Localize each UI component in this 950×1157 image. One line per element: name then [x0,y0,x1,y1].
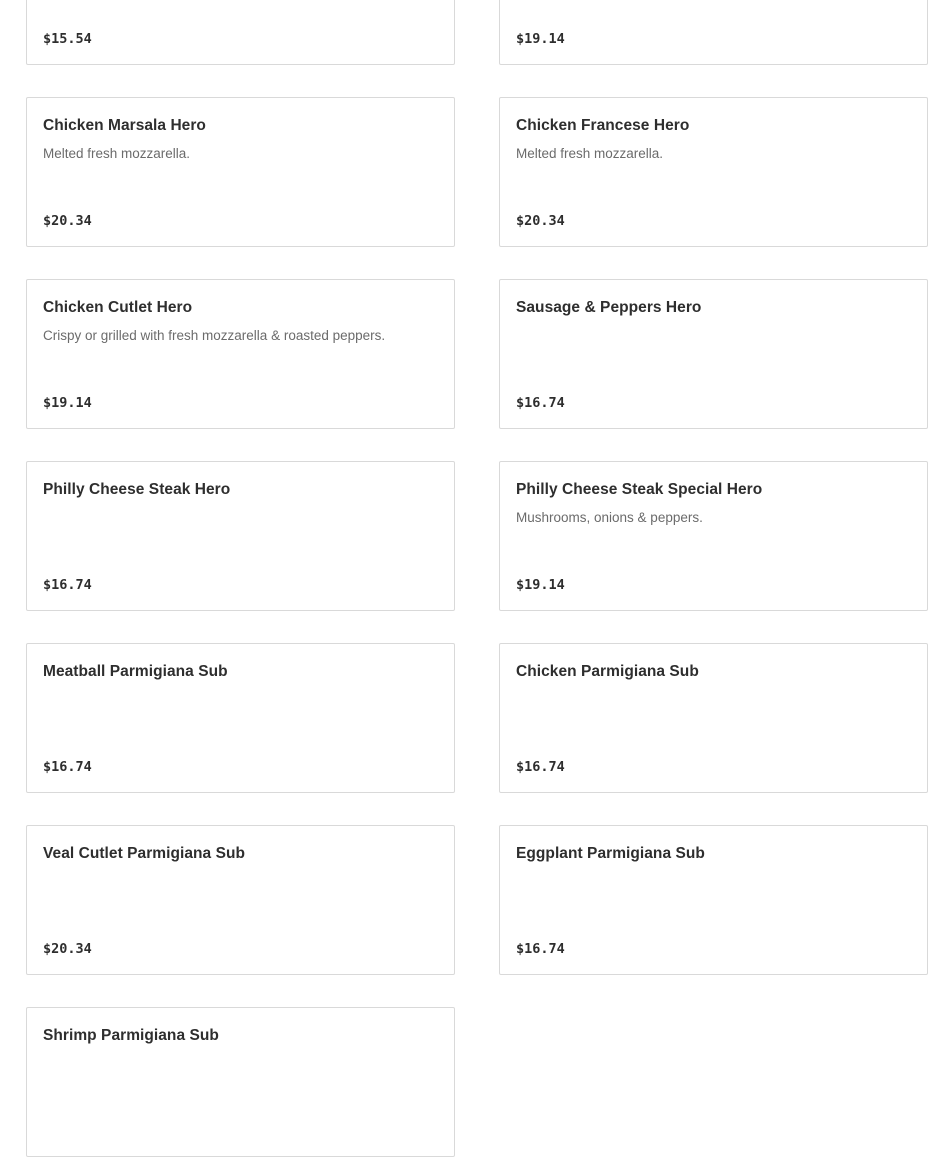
menu-item-card[interactable] [26,279,455,429]
menu-item-card[interactable] [499,643,928,793]
menu-item-description: Melted fresh mozzarella. [516,146,664,161]
menu-item-price: $20.34 [43,941,92,957]
menu-item-card[interactable] [26,1007,455,1157]
menu-item-name: Meatball Parmigiana Sub [43,663,228,680]
menu-item-card[interactable] [26,0,455,65]
menu-item-price: $16.74 [43,759,92,775]
menu-item-price: $15.54 [43,31,92,47]
menu-item-price: $19.14 [516,577,565,593]
menu-item-description: Crispy or grilled with fresh mozzarella & roasted peppers. [43,328,386,343]
menu-item-name: Chicken Francese Hero [516,117,690,134]
menu-item-card[interactable] [26,97,455,247]
menu-item-name: Chicken Cutlet Hero [43,299,193,316]
menu-items-grid [26,0,928,1157]
menu-item-description: Melted fresh mozzarella. [43,146,191,161]
menu-item-card[interactable] [499,279,928,429]
menu-item-description: Mushrooms, onions & peppers. [516,510,703,525]
menu-item-price: $16.74 [516,941,565,957]
menu-item-name: Eggplant Parmigiana Sub [516,845,705,862]
menu-item-price: $19.14 [43,395,92,411]
menu-item-card[interactable] [499,825,928,975]
menu-item-price: $19.14 [516,31,565,47]
menu-item-name: Veal Cutlet Parmigiana Sub [43,845,245,862]
menu-item-name: Shrimp Parmigiana Sub [43,1027,219,1044]
menu-item-name: Chicken Marsala Hero [43,117,206,134]
menu-item-card[interactable] [26,825,455,975]
menu-item-price: $16.74 [516,759,565,775]
menu-item-name: Philly Cheese Steak Special Hero [516,481,763,498]
menu-item-price: $16.74 [43,577,92,593]
menu-item-name: Sausage & Peppers Hero [516,299,702,316]
menu-item-card[interactable] [26,643,455,793]
menu-item-card[interactable] [499,0,928,65]
menu-item-price: $16.74 [516,395,565,411]
menu-item-card[interactable] [26,461,455,611]
menu-item-name: Chicken Parmigiana Sub [516,663,699,680]
menu-item-price: $20.34 [516,213,565,229]
menu-item-card[interactable] [499,97,928,247]
menu-item-price: $20.34 [43,213,92,229]
menu-item-name: Philly Cheese Steak Hero [43,481,231,498]
menu-item-card[interactable] [499,461,928,611]
